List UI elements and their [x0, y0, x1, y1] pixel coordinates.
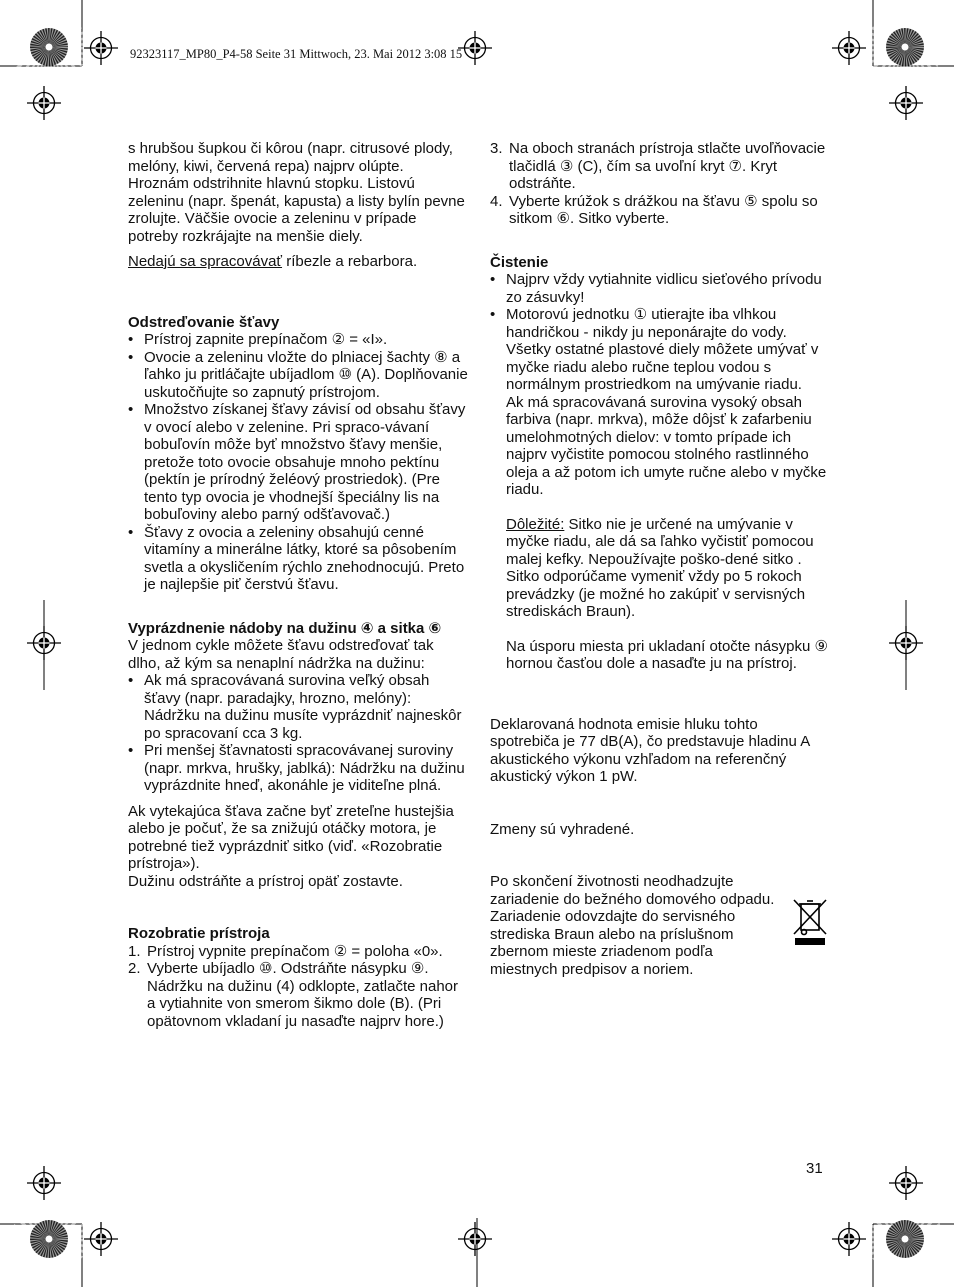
registration-mark-icon — [84, 1222, 118, 1256]
step-number: 2. — [128, 960, 141, 977]
registration-mark-icon — [889, 626, 923, 660]
step-text: Prístroj vypnite prepínačom ② = poloha «0». — [147, 942, 443, 960]
note-underlined: Nedajú sa spracovávať — [128, 253, 283, 270]
step-number: 4. — [490, 192, 503, 210]
registration-mark-icon — [27, 86, 61, 120]
juicing-heading: Odstreďovanie šťavy — [128, 313, 280, 331]
intro-paragraph: s hrubšou šupkou či kôrou (napr. citrusové plody, melóny, kiwi, červená repa) najprv olúpte. Hroznám odstrihnite hlavnú stopku. Listovú zeleninu (napr. špenát, kapusta) a listy bylín pevne zrolujte. Väčšie ovocie a zeleninu v prípade potreby rozkrájajte na menšie diely. — [128, 140, 465, 245]
emptying-intro: V jednom cykle môžete šťavu odstreďovať tak dlho, až kým sa nenaplní nádržka na dužinu: — [128, 637, 434, 672]
color-starburst-icon — [886, 1220, 924, 1258]
noise-paragraph: Deklarovaná hodnota emisie hluku tohto spotrebiča je 77 dB(A), čo predstavuje hladinu A akustického výkonu vzhľadom na referenčný akustický výkon 1 pW. — [490, 715, 810, 785]
color-starburst-icon — [886, 28, 924, 66]
list-item: • Množstvo získanej šťavy závisí od obsahu šťavy v ovocí alebo v zelenine. Pri spraco-vávaní bobuľovín môže byť množstvo šťavy menšie, pretože toto ovocie obsahuje mnoho pektínu (pektín je prírodný želéový prostriedok). (Pre tento typ ovocia je vhodnejší špeciálny lis na bobuľoviny alebo parný odšťavovač.) — [128, 401, 468, 524]
registration-mark-icon — [832, 31, 866, 65]
list-item — [128, 960, 468, 1030]
crossed-out-wheelie-bin-icon — [792, 896, 828, 946]
disassembly-heading: Rozobratie prístroja — [128, 925, 270, 942]
list-item — [490, 306, 830, 499]
list-item: • Šťavy z ovocia a zeleniny obsahujú cenné vitamíny a minerálne látky, ktoré sa pôsobením svetla a okysličením rýchlo znehodnocujú. Preto je najlepšie piť čerstvú šťavu. — [128, 524, 468, 594]
list-item: • Ak má spracovávaná surovina veľký obsah šťavy (napr. paradajky, hrozno, melóny): Nádržku na dužinu musíte vyprázdniť najneskôr po spracovaní cca 3 kg. — [128, 672, 468, 742]
right-column — [490, 140, 830, 978]
cleaning-text-2: Ak má spracovávaná surovina vysoký obsah farbiva (napr. mrkva), môže dôjsť k zafarbeniu umelohmotných dielov: v tomto prípade ich najprv vyčistite pomocou stolného rastlinného oleja a až potom ich umyte ručne alebo v myčke riadu. — [506, 393, 827, 498]
important-paragraph — [490, 516, 830, 621]
list-item: • Pri menšej šťavnatosti spracovávanej suroviny (napr. mrkva, hrušky, jablká): Nádržku na dužinu vyprázdnite hneď, akonáhle je viditeľne plná. — [128, 742, 468, 795]
step-text: Na oboch stranách prístroja stlačte uvoľňovacie tlačidlá ③ (C), čím sa uvoľní kryt ⑦. Kryt odstráňte. — [509, 140, 826, 192]
juicing-list — [128, 331, 468, 594]
list-item — [128, 943, 468, 961]
print-slug: 92323117_MP80_P4-58 Seite 31 Mittwoch, 23. Mai 2012 3:08 15 — [130, 47, 463, 61]
important-label: Dôležité: — [506, 515, 565, 533]
cleaning-text: Motorovú jednotku ① utierajte iba vlhkou handričkou - nikdy ju neponárajte do vody. Všetky ostatné plastové diely môžete umývať v myčke riadu alebo ručne teplou vodou s normálnym prostriedkom na umývanie riadu. — [506, 306, 819, 393]
list-item — [490, 140, 830, 193]
emptying-paragraph-2: Dužinu odstráňte a prístroj opäť zostavte. — [128, 872, 403, 890]
registration-mark-icon — [84, 31, 118, 65]
list-item: • Prístroj zapnite prepínačom ② = «I». — [128, 331, 468, 349]
cleaning-heading: Čistenie — [490, 253, 549, 271]
emptying-list — [128, 672, 468, 795]
color-starburst-icon — [30, 28, 68, 66]
step-text: Vyberte ubíjadlo ⑩. Odstráňte násypku ⑨. Nádržku na dužinu (4) odklopte, zatlačte nahor a vytiahnite von smerom šikmo dole (B). (Pri opätovnom vkladaní ju nasaďte najprv hore.) — [147, 960, 459, 1030]
list-item: • Ovocie a zeleninu vložte do plniacej šachty ⑧ a ľahko ju pritláčajte ubíjadlom ⑩ (A). Doplňovanie uskutočňujte so zapnutý prístrojom. — [128, 349, 468, 402]
important-text: Sitko nie je určené na umývanie v myčke riadu, ale dá sa ľahko vyčistiť pomocou malej kefky. Nepoužívajte poško-dené sitko . Sitko odporúčame vymeniť vždy po 5 rokoch prevádzky (je možné ho zakúpiť v servisných strediskách Braun). — [506, 515, 814, 620]
registration-mark-icon — [832, 1222, 866, 1256]
registration-mark-icon — [27, 626, 61, 660]
note-rest: ríbezle a rebarbora. — [282, 253, 418, 270]
step-number: 3. — [490, 140, 503, 157]
disposal-paragraph: Po skončení životnosti neodhadzujte zariadenie do bežného domového odpadu. Zariadenie odovzdajte do servisného strediska Braun alebo na príslušnom zbernom mieste zriadenom podľa miestnych predpisov a noriem. — [490, 873, 775, 978]
step-text: Vyberte krúžok s drážkou na šťavu ⑤ spolu so sitkom ⑥. Sitko vyberte. — [509, 192, 818, 227]
list-item — [490, 193, 830, 228]
disassembly-list — [128, 943, 468, 1031]
registration-mark-icon — [889, 1166, 923, 1200]
page-number: 31 — [806, 1160, 823, 1177]
note-paragraph — [128, 253, 468, 271]
left-column — [128, 140, 468, 1030]
step-number: 1. — [128, 942, 141, 960]
emptying-paragraph: Ak vytekajúca šťava začne byť zreteľne hustejšia alebo je počuť, že sa znižujú otáčky motora, je potrebné tiež vyprázdniť sitko (viď. «Rozobratie prístroja»). — [128, 802, 454, 872]
registration-mark-icon — [889, 86, 923, 120]
registration-mark-icon — [27, 1166, 61, 1200]
list-item: • Najprv vždy vytiahnite vidlicu sieťového prívodu zo zásuvky! — [490, 271, 830, 306]
registration-mark-icon — [458, 1222, 492, 1256]
emptying-heading: Vyprázdnenie nádoby na dužinu ④ a sitka ⑥ — [128, 619, 442, 637]
changes-paragraph: Zmeny sú vyhradené. — [490, 820, 635, 838]
storage-paragraph: Na úsporu miesta pri ukladaní otočte násypku ⑨ hornou časťou dole a nasaďte ju na prístroj. — [506, 637, 828, 672]
color-starburst-icon — [30, 1220, 68, 1258]
disassembly-list-continued — [490, 140, 830, 228]
cleaning-list — [490, 271, 830, 499]
